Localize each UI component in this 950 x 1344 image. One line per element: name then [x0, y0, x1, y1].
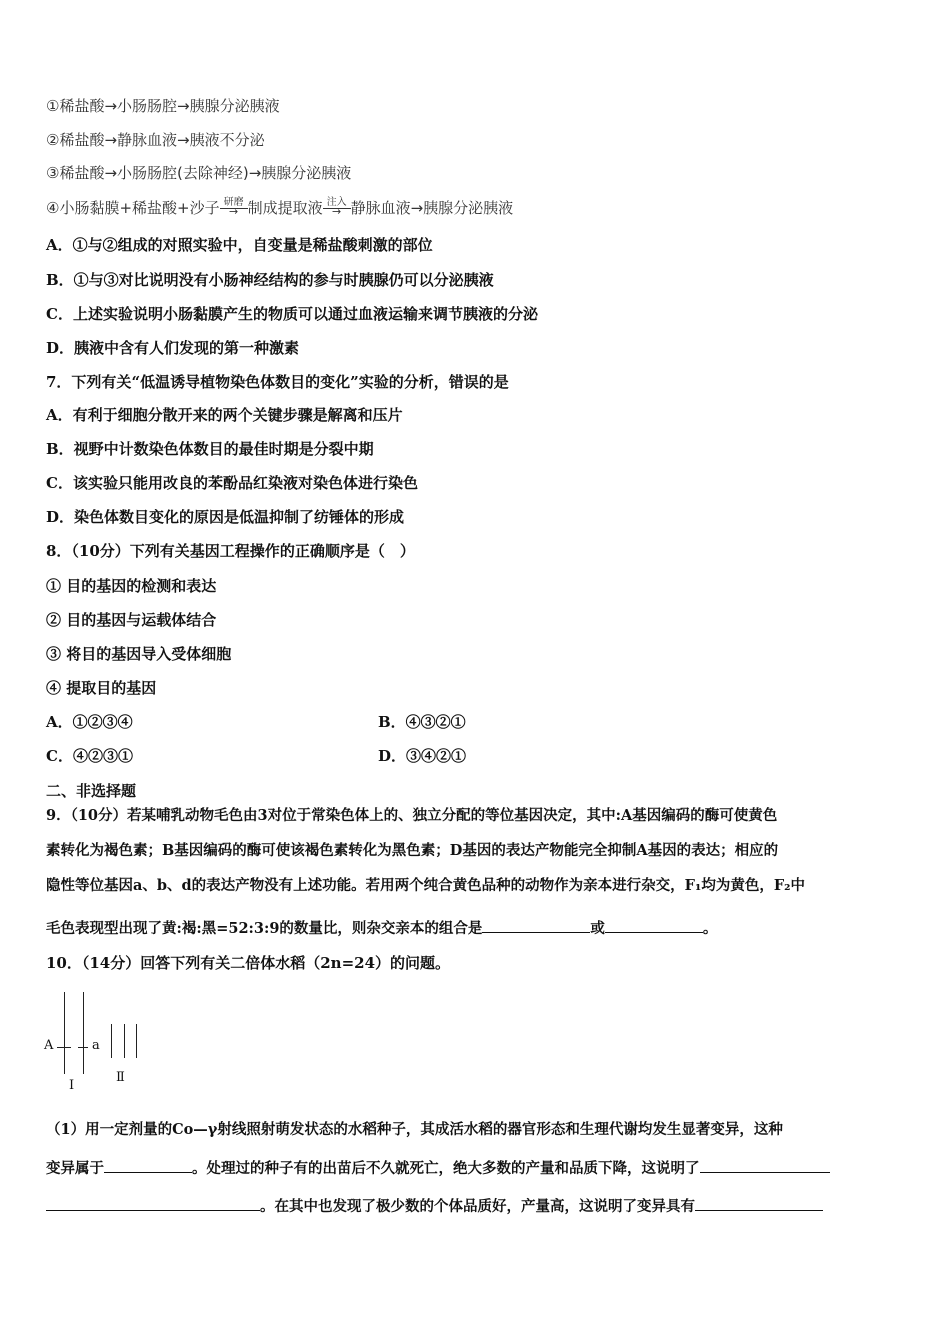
experiment-step-2: ②稀盐酸→静脉血液→胰液不分泌	[46, 131, 265, 149]
inject-label: 注入	[323, 198, 351, 209]
q6-option-d: D．胰液中含有人们发现的第一种激素	[46, 339, 300, 357]
q8-option-b: B．④③②①	[378, 713, 466, 731]
step4-part3: 静脉血液→胰腺分泌胰液	[350, 199, 514, 217]
chromosome-3	[111, 1024, 112, 1058]
grind-label: 研磨	[220, 198, 248, 209]
experiment-step-4	[46, 198, 513, 218]
q9-line-2: 素转化为褐色素；B基因编码的酶可使该褐色素转化为黑色素；D基因的表达产物能完全抑制A基因的表达；相应的	[46, 842, 779, 859]
q10-p1-line-3	[46, 1195, 823, 1217]
q10-blank-3[interactable]	[695, 1195, 823, 1211]
locus-A-mark	[57, 1047, 71, 1048]
q9-period: 。	[702, 920, 718, 937]
chromosome-5	[136, 1024, 137, 1058]
q9-line-1: 9．（10分）若某哺乳动物毛色由3对位于常染色体上的、独立分配的等位基因决定，其中:A基因编码的酶可使黄色	[46, 807, 778, 824]
q8-item-1: ① 目的基因的检测和表达	[46, 577, 217, 595]
label-a: a	[92, 1038, 100, 1053]
q10-text-c: 。在其中也发现了极少数的个体品质好，产量高，这说明了变异具有	[260, 1198, 695, 1215]
q10-p1-line-1: （1）用一定剂量的Co—γ射线照射萌发状态的水稻种子，其成活水稻的器官形态和生理代谢均发生显著变异，这种	[46, 1121, 783, 1138]
locus-a-mark	[78, 1047, 88, 1048]
q6-option-b: B．①与③对比说明没有小肠神经结构的参与时胰腺仍可以分泌胰液	[46, 271, 494, 289]
q8-option-c: C．④②③①	[46, 747, 133, 765]
q7-option-c: C．该实验只能用改良的苯酚品红染液对染色体进行染色	[46, 474, 418, 492]
q7-stem: 7．下列有关“低温诱导植物染色体数目的变化”实验的分析，错误的是	[46, 373, 509, 391]
q6-option-c: C．上述实验说明小肠黏膜产生的物质可以通过血液运输来调节胰液的分泌	[46, 305, 538, 323]
q7-option-d: D．染色体数目变化的原因是低温抑制了纺锤体的形成	[46, 508, 405, 526]
q8-item-4: ④ 提取目的基因	[46, 679, 157, 697]
label-I: Ⅰ	[69, 1078, 75, 1093]
inject-arrow	[323, 198, 351, 215]
experiment-step-1: ①稀盐酸→小肠肠腔→胰腺分泌胰液	[46, 97, 280, 115]
q10-blank-2-cont[interactable]	[46, 1195, 260, 1211]
q7-option-b: B．视野中计数染色体数目的最佳时期是分裂中期	[46, 440, 374, 458]
chromosome-4	[124, 1024, 125, 1058]
q9-text: 毛色表现型出现了黄:褐:黑=52:3:9的数量比，则杂交亲本的组合是	[46, 920, 483, 937]
q9-blank-1[interactable]	[482, 917, 590, 933]
chromosome-2	[83, 992, 84, 1074]
q10-p1-line-2	[46, 1157, 830, 1179]
section-heading: 二、非选择题	[46, 782, 137, 800]
experiment-step-3: ③稀盐酸→小肠肠腔(去除神经)→胰腺分泌胰液	[46, 164, 352, 182]
q9-line-4	[46, 917, 717, 939]
label-A: A	[44, 1038, 54, 1053]
grind-arrow	[220, 198, 248, 215]
q10-text-b: 。处理过的种子有的出苗后不久就死亡，绝大多数的产量和品质下降，这说明了	[192, 1160, 700, 1177]
chromosome-diagram	[44, 990, 164, 1100]
q8-item-3: ③ 将目的基因导入受体细胞	[46, 645, 232, 663]
q8-item-2: ② 目的基因与运载体结合	[46, 611, 217, 629]
q6-option-a: A．①与②组成的对照实验中，自变量是稀盐酸刺激的部位	[46, 236, 433, 254]
step4-part1: ④小肠黏膜+稀盐酸+沙子	[46, 199, 220, 217]
q7-option-a: A．有利于细胞分散开来的两个关键步骤是解离和压片	[46, 406, 403, 424]
q8-stem: 8．（10分）下列有关基因工程操作的正确顺序是（ ）	[46, 542, 415, 560]
chromosome-1	[64, 992, 65, 1074]
q10-blank-1[interactable]	[104, 1157, 192, 1173]
q10-blank-2[interactable]	[700, 1157, 830, 1173]
label-II: Ⅱ	[116, 1070, 125, 1085]
q10-stem: 10．（14分）回答下列有关二倍体水稻（2n=24）的问题。	[46, 954, 451, 972]
q9-blank-2[interactable]	[605, 917, 703, 933]
q8-option-d: D．③④②①	[378, 747, 467, 765]
q8-option-a: A．①②③④	[46, 713, 133, 731]
q9-line-3: 隐性等位基因a、b、d的表达产物没有上述功能。若用两个纯合黄色品种的动物作为亲本进行杂交，F₁均为黄色，F₂中	[46, 877, 805, 894]
q9-or: 或	[590, 920, 605, 937]
q10-text-a: 变异属于	[46, 1160, 104, 1177]
step4-part2: 制成提取液	[247, 199, 323, 217]
